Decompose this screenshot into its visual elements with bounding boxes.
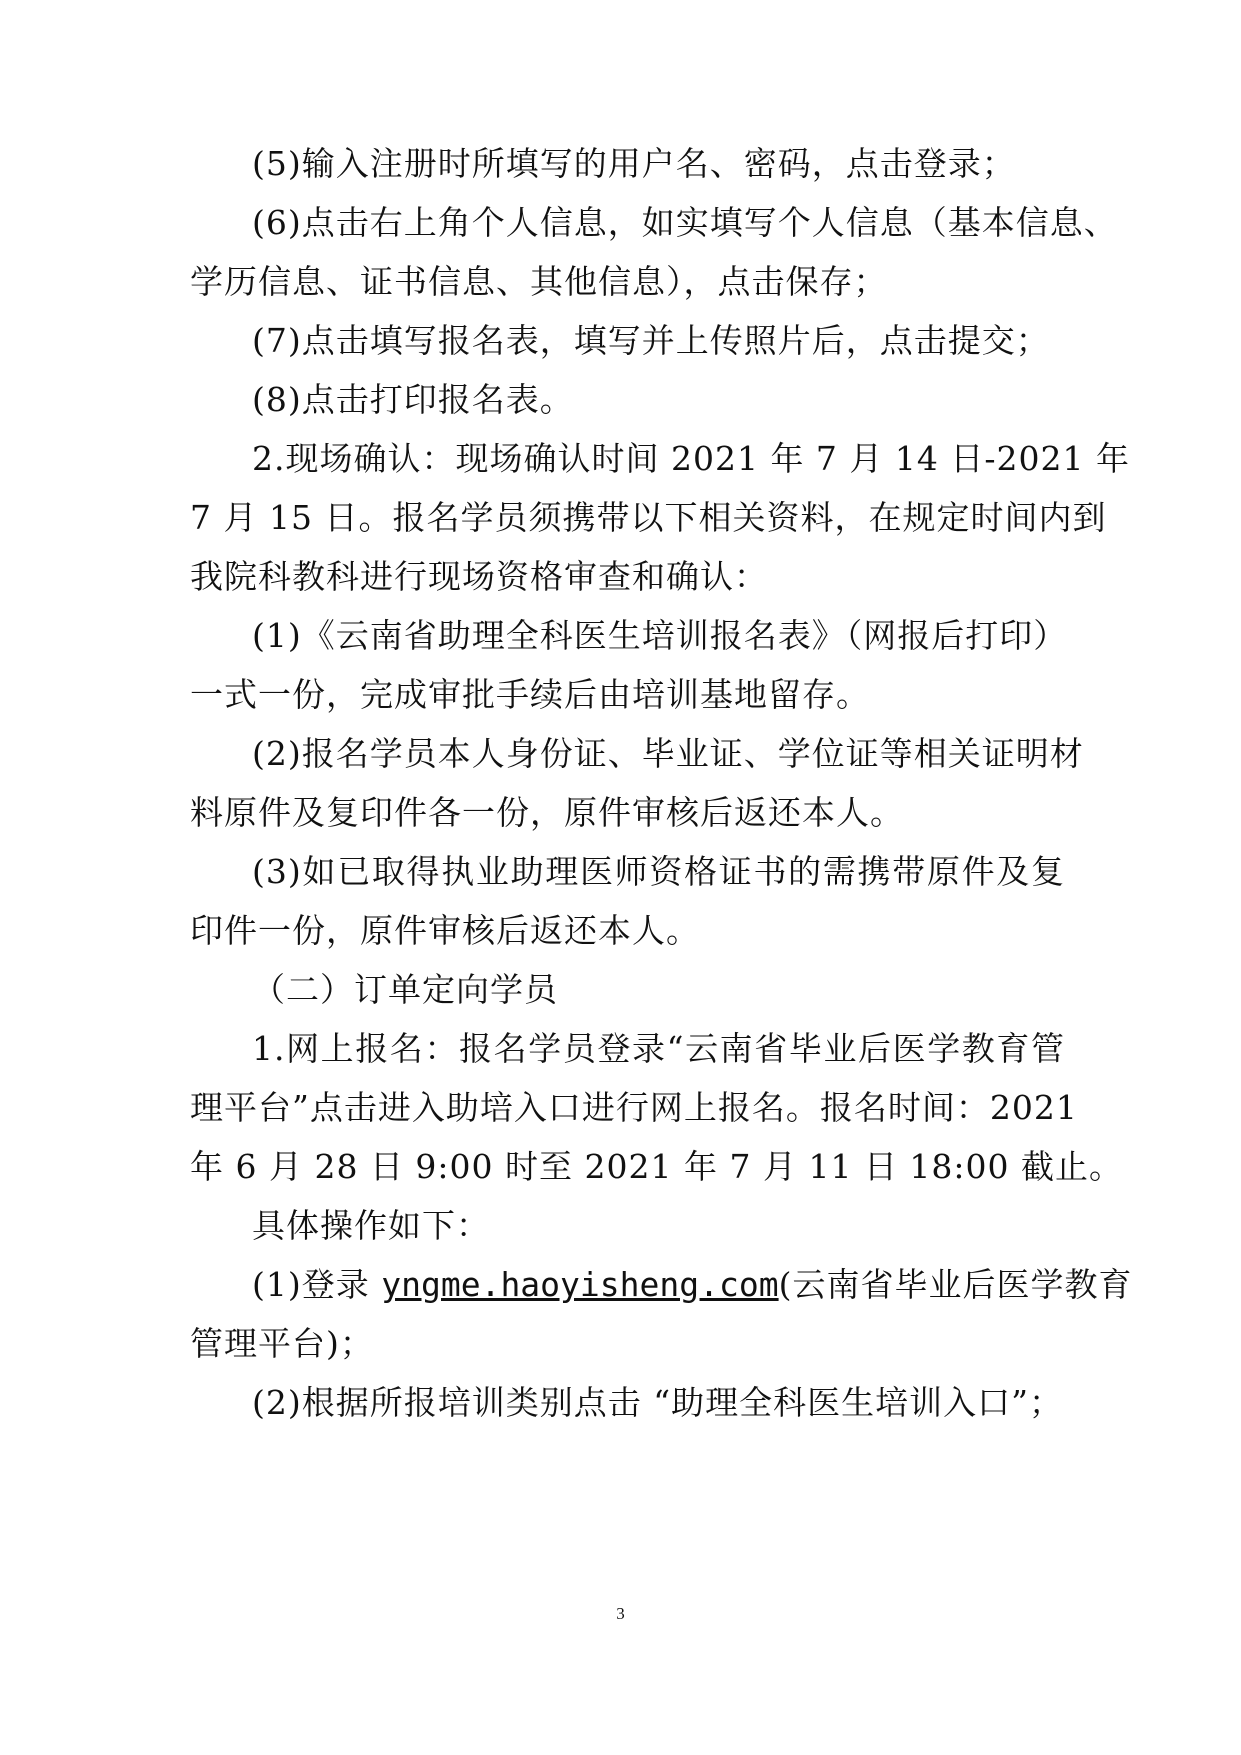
step-6-line-1: (6)点击右上角个人信息，如实填写个人信息（基本信息、	[252, 203, 1118, 242]
op-step-2: (2)根据所报培训类别点击 “助理全科医生培训入口”；	[252, 1383, 1063, 1422]
platform-url-link[interactable]: yngme.haoyisheng.com	[381, 1265, 779, 1304]
material-2-line-2: 料原件及复印件各一份，原件审核后返还本人。	[190, 793, 904, 832]
op-step-1-prefix: (1)登录	[252, 1265, 382, 1304]
online-registration-line-2: 理平台”点击进入助培入口进行网上报名。报名时间：2021	[190, 1088, 1078, 1127]
material-1-line-2: 一式一份，完成审批手续后由培训基地留存。	[190, 675, 870, 714]
step-6-line-2: 学历信息、证书信息、其他信息），点击保存；	[190, 262, 888, 301]
material-3-line-1: (3)如已取得执业助理医师资格证书的需携带原件及复	[252, 852, 1065, 891]
online-registration-line-3: 年 6 月 28 日 9:00 时至 2021 年 7 月 11 日 18:00 截止。	[190, 1147, 1124, 1186]
material-3-line-2: 印件一份，原件审核后返还本人。	[190, 911, 700, 950]
step-7-submit: (7)点击填写报名表，填写并上传照片后，点击提交；	[252, 321, 1050, 360]
onsite-confirm-line-3: 我院科教科进行现场资格审查和确认：	[190, 557, 768, 596]
material-2-line-1: (2)报名学员本人身份证、毕业证、学位证等相关证明材	[252, 734, 1084, 773]
op-step-1-line-2: 管理平台)；	[190, 1324, 374, 1363]
operation-intro: 具体操作如下：	[252, 1206, 490, 1245]
op-step-1-line-1	[252, 1252, 1133, 1318]
step-5-login: (5)输入注册时所填写的用户名、密码，点击登录；	[252, 144, 1016, 183]
onsite-confirm-line-2: 7 月 15 日。报名学员须携带以下相关资料，在规定时间内到	[190, 498, 1107, 537]
page-number: 3	[616, 1604, 625, 1623]
op-step-1-suffix: (云南省毕业后医学教育	[778, 1265, 1133, 1304]
onsite-confirm-line-1: 2.现场确认：现场确认时间 2021 年 7 月 14 日-2021 年	[252, 439, 1131, 478]
section-heading-order-directed: （二）订单定向学员	[252, 970, 558, 1009]
step-8-print: (8)点击打印报名表。	[252, 380, 574, 419]
material-1-line-1: (1)《云南省助理全科医生培训报名表》（网报后打印）	[252, 616, 1068, 655]
online-registration-line-1: 1.网上报名：报名学员登录“云南省毕业后医学教育管	[252, 1029, 1065, 1068]
